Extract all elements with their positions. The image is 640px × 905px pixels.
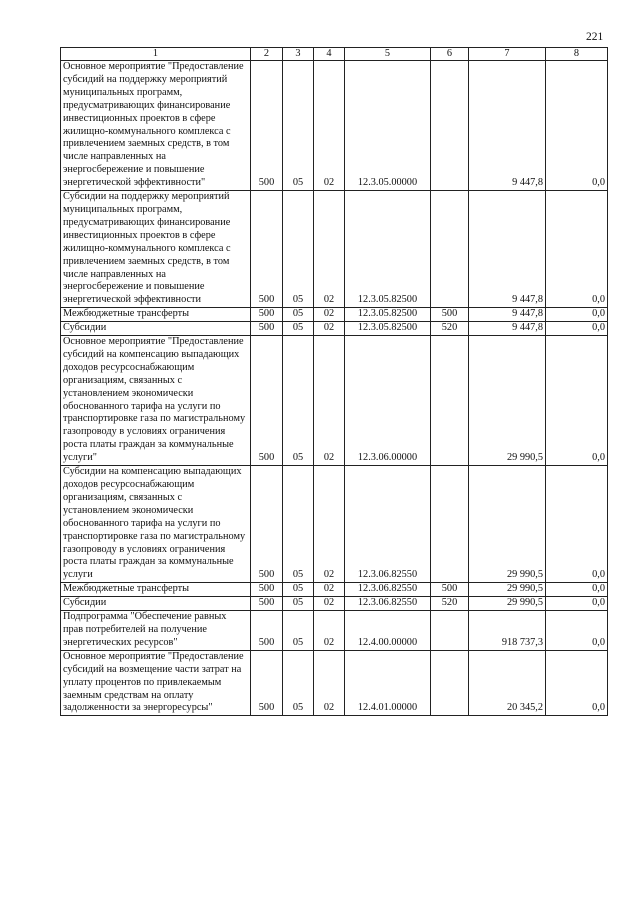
row-code-3: 05 xyxy=(283,61,314,191)
header-col-3: 3 xyxy=(283,48,314,61)
row-code-2: 500 xyxy=(251,583,283,597)
header-col-1: 1 xyxy=(61,48,251,61)
row-code-4: 02 xyxy=(314,322,345,336)
row-amount-7: 918 737,3 xyxy=(469,611,546,651)
row-code-3: 05 xyxy=(283,466,314,583)
row-code-2: 500 xyxy=(251,597,283,611)
row-amount-8: 0,0 xyxy=(546,336,608,466)
row-code-5: 12.3.06.00000 xyxy=(345,336,431,466)
row-code-2: 500 xyxy=(251,61,283,191)
row-name: Субсидии на поддержку мероприятий муниципальных программ, предусматривающих финансирование инвестиционных проектов в сфере жилищно-коммунального комплекса с привлечением заемных средств, в том числе направленных на энергосбережение и повышение энергетической эффективности xyxy=(61,191,251,308)
row-code-6 xyxy=(431,336,469,466)
row-name: Основное мероприятие "Предоставление субсидий на возмещение части затрат на уплату процентов по привлекаемым заемным средствам на оплату задолженности за энергоресурсы" xyxy=(61,650,251,716)
row-name: Субсидии xyxy=(61,597,251,611)
row-code-3: 05 xyxy=(283,597,314,611)
row-code-2: 500 xyxy=(251,308,283,322)
row-code-4: 02 xyxy=(314,650,345,716)
header-col-7: 7 xyxy=(469,48,546,61)
row-code-4: 02 xyxy=(314,336,345,466)
table-row xyxy=(61,466,608,583)
row-code-4: 02 xyxy=(314,597,345,611)
row-code-3: 05 xyxy=(283,650,314,716)
row-code-5: 12.3.05.82500 xyxy=(345,322,431,336)
row-code-5: 12.3.06.82550 xyxy=(345,466,431,583)
row-code-3: 05 xyxy=(283,308,314,322)
row-name: Подпрограмма "Обеспечение равных прав потребителей на получение энергетических ресурсов" xyxy=(61,611,251,651)
row-code-6: 520 xyxy=(431,322,469,336)
row-amount-8: 0,0 xyxy=(546,611,608,651)
row-amount-7: 29 990,5 xyxy=(469,336,546,466)
row-code-6: 520 xyxy=(431,597,469,611)
row-amount-8: 0,0 xyxy=(546,466,608,583)
row-code-3: 05 xyxy=(283,322,314,336)
row-code-5: 12.4.00.00000 xyxy=(345,611,431,651)
row-code-4: 02 xyxy=(314,611,345,651)
row-code-5: 12.3.05.82500 xyxy=(345,191,431,308)
table-row xyxy=(61,191,608,308)
row-amount-8: 0,0 xyxy=(546,322,608,336)
row-amount-8: 0,0 xyxy=(546,583,608,597)
table-row xyxy=(61,308,608,322)
row-amount-8: 0,0 xyxy=(546,308,608,322)
row-amount-7: 9 447,8 xyxy=(469,191,546,308)
header-col-4: 4 xyxy=(314,48,345,61)
row-code-3: 05 xyxy=(283,336,314,466)
row-code-6: 500 xyxy=(431,308,469,322)
row-code-5: 12.3.06.82550 xyxy=(345,583,431,597)
row-name: Межбюджетные трансферты xyxy=(61,308,251,322)
row-code-2: 500 xyxy=(251,336,283,466)
row-code-5: 12.3.05.00000 xyxy=(345,61,431,191)
header-col-6: 6 xyxy=(431,48,469,61)
row-amount-8: 0,0 xyxy=(546,650,608,716)
header-col-5: 5 xyxy=(345,48,431,61)
row-code-4: 02 xyxy=(314,466,345,583)
row-amount-7: 29 990,5 xyxy=(469,466,546,583)
row-amount-8: 0,0 xyxy=(546,191,608,308)
row-code-2: 500 xyxy=(251,466,283,583)
row-amount-7: 29 990,5 xyxy=(469,597,546,611)
row-amount-7: 9 447,8 xyxy=(469,61,546,191)
header-col-8: 8 xyxy=(546,48,608,61)
row-amount-8: 0,0 xyxy=(546,597,608,611)
table-row xyxy=(61,336,608,466)
row-code-4: 02 xyxy=(314,583,345,597)
page-number: 221 xyxy=(586,31,604,43)
header-col-2: 2 xyxy=(251,48,283,61)
row-code-3: 05 xyxy=(283,611,314,651)
row-code-6 xyxy=(431,466,469,583)
table-row xyxy=(61,583,608,597)
row-code-6 xyxy=(431,650,469,716)
row-code-2: 500 xyxy=(251,191,283,308)
row-code-4: 02 xyxy=(314,61,345,191)
table-row xyxy=(61,650,608,716)
row-code-6: 500 xyxy=(431,583,469,597)
row-amount-7: 20 345,2 xyxy=(469,650,546,716)
table-row xyxy=(61,61,608,191)
row-code-5: 12.3.05.82500 xyxy=(345,308,431,322)
row-code-2: 500 xyxy=(251,611,283,651)
table-row xyxy=(61,322,608,336)
row-code-2: 500 xyxy=(251,322,283,336)
row-code-6 xyxy=(431,191,469,308)
row-code-2: 500 xyxy=(251,650,283,716)
row-amount-7: 9 447,8 xyxy=(469,308,546,322)
row-code-5: 12.3.06.82550 xyxy=(345,597,431,611)
row-code-3: 05 xyxy=(283,583,314,597)
row-name: Основное мероприятие "Предоставление субсидий на компенсацию выпадающих доходов ресурсоснабжающим организациям, связанных с установлением экономически обоснованного тарифа на услуги по транспортировке газа по магистральному газопроводу в условиях ограничения роста платы граждан за коммунальные услуги" xyxy=(61,336,251,466)
row-name: Межбюджетные трансферты xyxy=(61,583,251,597)
row-code-6 xyxy=(431,61,469,191)
row-code-4: 02 xyxy=(314,308,345,322)
table-row xyxy=(61,611,608,651)
budget-table xyxy=(60,47,608,716)
row-code-6 xyxy=(431,611,469,651)
row-code-3: 05 xyxy=(283,191,314,308)
row-name: Субсидии на компенсацию выпадающих доходов ресурсоснабжающим организациям, связанных с установлением экономически обоснованного тарифа на услуги по транспортировке газа по магистральному газопроводу в условиях ограничения роста платы граждан за коммунальные услуги xyxy=(61,466,251,583)
row-amount-7: 9 447,8 xyxy=(469,322,546,336)
row-amount-8: 0,0 xyxy=(546,61,608,191)
row-name: Основное мероприятие "Предоставление субсидий на поддержку мероприятий муниципальных программ, предусматривающих финансирование инвестиционных проектов в сфере жилищно-коммунального комплекса с привлечением заемных средств, в том числе направленных на энергосбережение и повышение энергетической эффективности" xyxy=(61,61,251,191)
table-row xyxy=(61,597,608,611)
row-code-4: 02 xyxy=(314,191,345,308)
row-code-5: 12.4.01.00000 xyxy=(345,650,431,716)
row-amount-7: 29 990,5 xyxy=(469,583,546,597)
row-name: Субсидии xyxy=(61,322,251,336)
header-row xyxy=(61,48,608,61)
